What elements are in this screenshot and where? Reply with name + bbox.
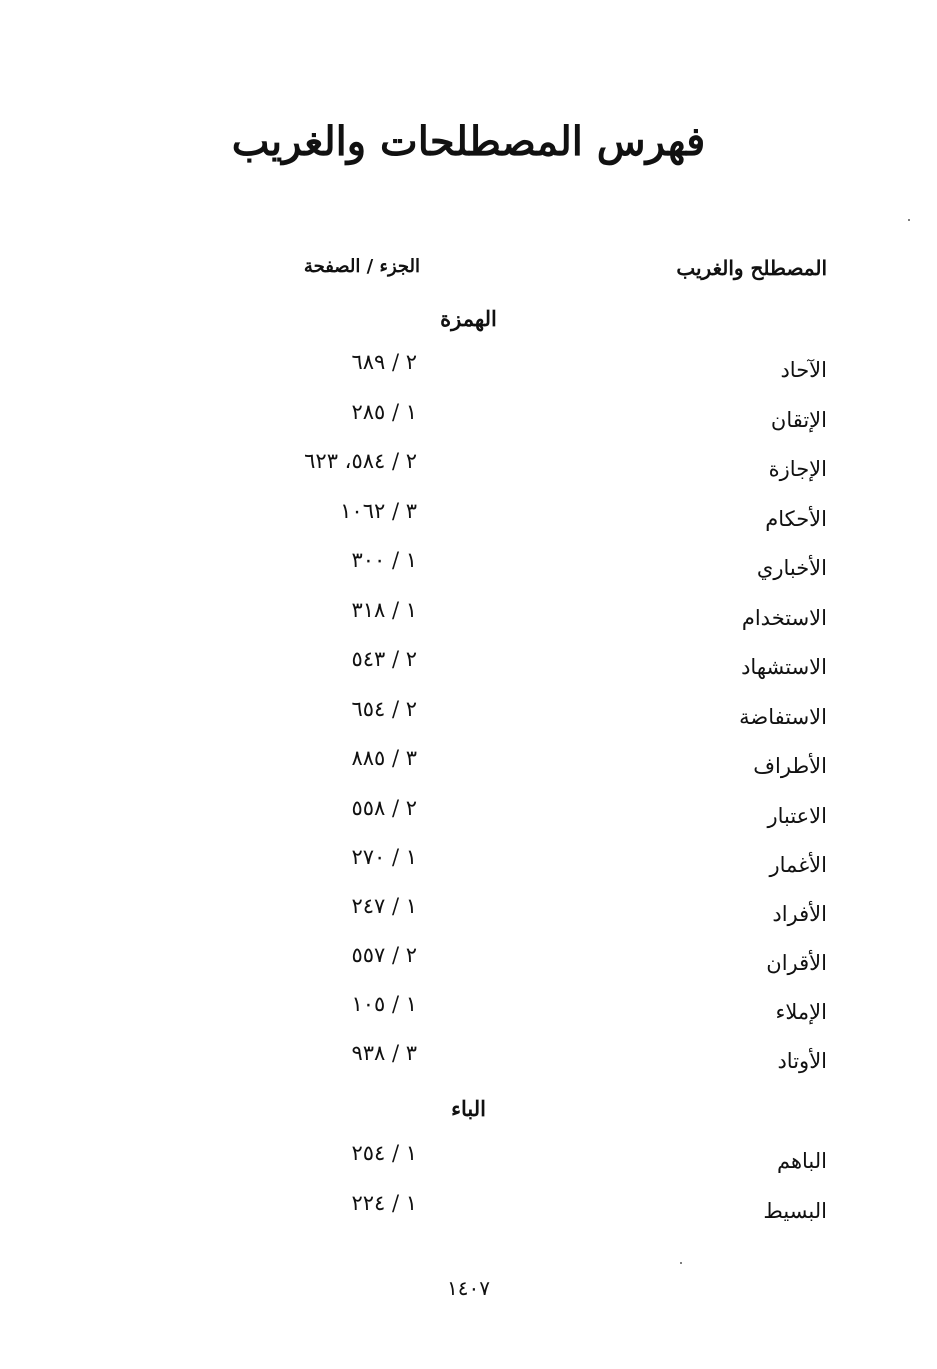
entry-term: الاستفاضة <box>739 705 827 729</box>
entry-reference: ١ / ٣١٨ <box>351 598 417 622</box>
section-heading-hamza: الهمزة <box>440 306 497 331</box>
entry-reference: ٢ / ٥٤٣ <box>351 647 417 671</box>
entry-term: الإملاء <box>775 1000 827 1024</box>
scan-speck <box>908 219 910 221</box>
index-entry <box>0 796 937 844</box>
entry-reference: ١ / ٢٢٤ <box>351 1191 417 1215</box>
index-entry <box>0 943 937 991</box>
index-entry <box>0 697 937 745</box>
index-entry <box>0 350 937 398</box>
entry-term: الأخباري <box>756 556 827 580</box>
entry-reference: ٢ / ٥٥٨ <box>351 796 417 820</box>
entry-term: الاستشهاد <box>741 655 827 679</box>
entry-term: الأقران <box>766 951 827 975</box>
entry-term: الأفراد <box>772 902 827 926</box>
page-number: ١٤٠٧ <box>447 1276 490 1300</box>
entry-term: الاعتبار <box>767 804 827 828</box>
entry-reference: ٣ / ١٠٦٢ <box>340 499 417 523</box>
entry-reference: ٢ / ٦٨٩ <box>351 350 417 374</box>
entry-term: الآحاد <box>780 358 827 382</box>
index-entry <box>0 894 937 942</box>
entry-reference: ١ / ٣٠٠ <box>351 548 417 572</box>
section-heading-ba: الباء <box>451 1096 486 1121</box>
entry-reference: ١ / ٢٥٤ <box>351 1141 417 1165</box>
entry-term: الأوتاد <box>777 1049 827 1073</box>
entry-term: الأطراف <box>753 754 827 778</box>
entry-term: البسيط <box>763 1199 827 1223</box>
entry-reference: ١ / ٢٤٧ <box>351 894 417 918</box>
entry-term: الأغمار <box>769 853 827 877</box>
index-entry <box>0 548 937 596</box>
column-header-reference: الجزء / الصفحة <box>303 256 420 277</box>
entry-term: الباهم <box>776 1149 827 1173</box>
page-title: فهرس المصطلحات والغريب <box>231 118 706 165</box>
index-entry <box>0 647 937 695</box>
index-entry <box>0 400 937 448</box>
index-entry <box>0 1041 937 1089</box>
column-header-term: المصطلح والغريب <box>676 256 827 280</box>
entry-term: الاستخدام <box>741 606 827 630</box>
index-entry <box>0 1191 937 1239</box>
entry-reference: ٢ / ٥٥٧ <box>351 943 417 967</box>
entry-reference: ٣ / ٨٨٥ <box>351 746 417 770</box>
entry-term: الإتقان <box>770 408 827 432</box>
entry-reference: ٢ / ٥٨٤، ٦٢٣ <box>304 449 417 473</box>
scan-speck <box>680 1262 682 1264</box>
entry-reference: ١ / ٢٨٥ <box>351 400 417 424</box>
entry-term: الأحكام <box>765 507 827 531</box>
index-entry <box>0 499 937 547</box>
entry-reference: ١ / ١٠٥ <box>351 992 417 1016</box>
index-entry <box>0 449 937 497</box>
index-entry <box>0 598 937 646</box>
entry-reference: ٢ / ٦٥٤ <box>351 697 417 721</box>
entry-term: الإجازة <box>768 457 827 481</box>
index-entry <box>0 845 937 893</box>
index-entry <box>0 746 937 794</box>
entry-reference: ٣ / ٩٣٨ <box>351 1041 417 1065</box>
index-entry <box>0 1141 937 1189</box>
entry-reference: ١ / ٢٧٠ <box>351 845 417 869</box>
index-entry <box>0 992 937 1040</box>
